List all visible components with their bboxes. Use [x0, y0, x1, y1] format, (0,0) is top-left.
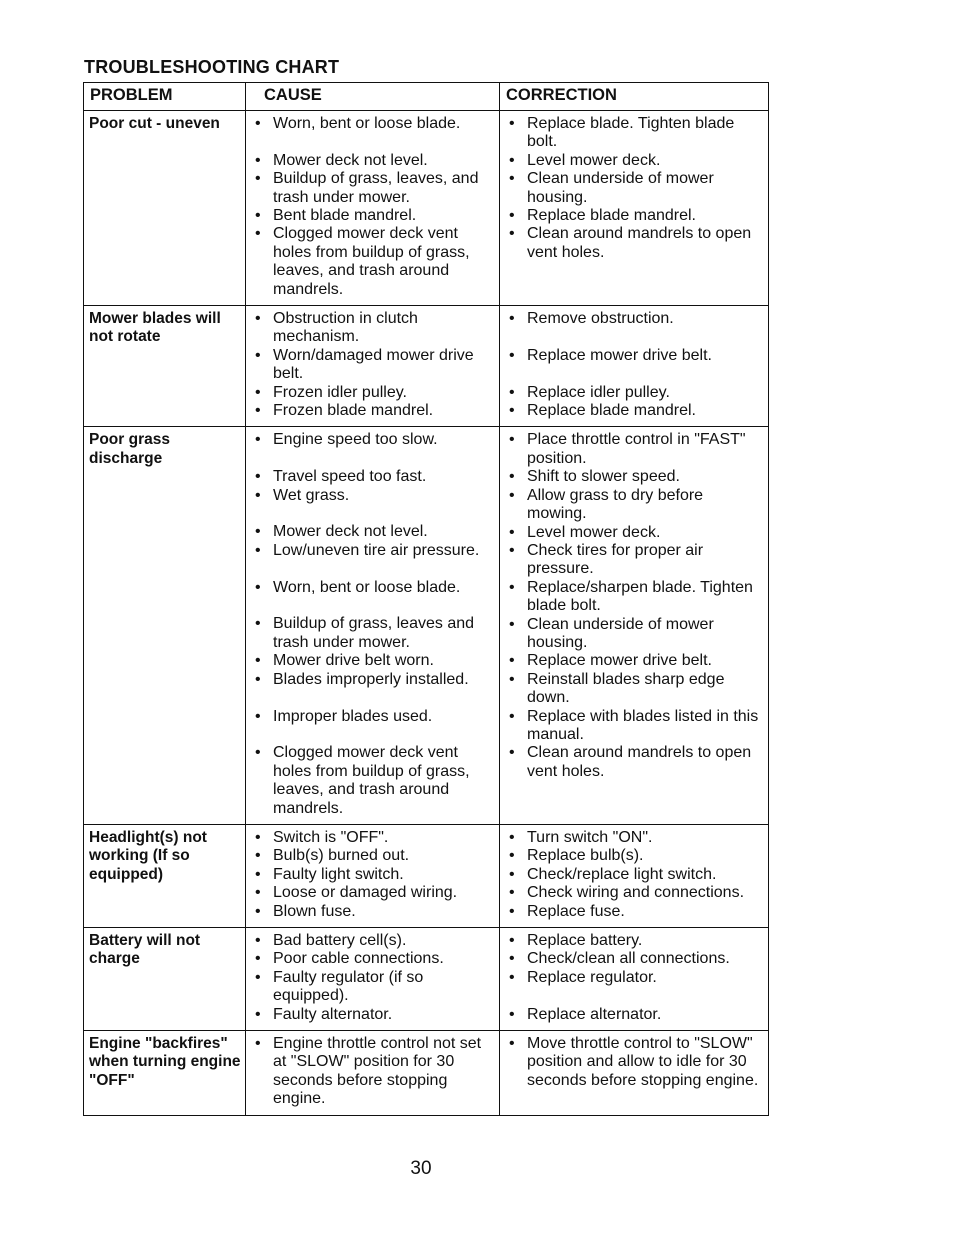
- cause-item: • Engine speed too slow.: [251, 431, 497, 449]
- correction-cell: [500, 306, 769, 427]
- table-row: [84, 306, 769, 427]
- cause-item: • Buildup of grass, leaves and trash under mower.: [251, 615, 497, 652]
- correction-item: • Shift to slower speed.: [505, 468, 766, 486]
- table-row: [84, 111, 769, 306]
- page-number: 30: [410, 1158, 432, 1179]
- cause-header: CAUSE: [246, 83, 500, 111]
- correction-item: • Level mower deck.: [505, 152, 766, 170]
- troubleshooting-table: [83, 82, 769, 1116]
- cause-item: • Faulty alternator.: [251, 1006, 497, 1024]
- correction-item: • Replace blade mandrel.: [505, 402, 766, 420]
- problem-cell: Poor cut - uneven: [84, 111, 246, 306]
- correction-item: • Replace idler pulley.: [505, 384, 766, 402]
- correction-item: • Replace mower drive belt.: [505, 652, 766, 670]
- correction-cell: [500, 111, 769, 306]
- correction-item: • Place throttle control in "FAST" position.: [505, 431, 766, 468]
- correction-item: • Replace battery.: [505, 932, 766, 950]
- cause-item: • Frozen idler pulley.: [251, 384, 497, 402]
- correction-item: • Replace alternator.: [505, 1006, 766, 1024]
- cause-item: • Low/uneven tire air pressure.: [251, 542, 497, 560]
- correction-item: • Replace fuse.: [505, 903, 766, 921]
- cause-item: • Switch is "OFF".: [251, 829, 497, 847]
- cause-item: • Buildup of grass, leaves, and trash under mower.: [251, 170, 497, 207]
- correction-item: • Level mower deck.: [505, 524, 766, 542]
- correction-item: • Clean underside of mower housing.: [505, 616, 766, 653]
- cause-cell: [246, 824, 500, 927]
- correction-item: • Clean around mandrels to open vent holes.: [505, 225, 766, 262]
- cause-cell: [246, 927, 500, 1030]
- cause-item: • Mower drive belt worn.: [251, 652, 497, 670]
- cause-item: • Faulty regulator (if so equipped).: [251, 969, 497, 1006]
- cause-item: • Engine throttle control not set at "SLOW" position for 30 seconds before stopping engine.: [251, 1035, 497, 1109]
- correction-item: • Clean around mandrels to open vent holes.: [505, 744, 766, 781]
- cause-item: • Mower deck not level.: [251, 152, 497, 170]
- cause-item: • Bent blade mandrel.: [251, 207, 497, 225]
- cause-item: • Obstruction in clutch mechanism.: [251, 310, 497, 347]
- correction-item: • Clean underside of mower housing.: [505, 170, 766, 207]
- cause-item: • Blades improperly installed.: [251, 671, 497, 689]
- cause-item: • Frozen blade mandrel.: [251, 402, 497, 420]
- cause-item: • Bulb(s) burned out.: [251, 847, 497, 865]
- table-row: [84, 427, 769, 824]
- correction-item: • Allow grass to dry before mowing.: [505, 487, 766, 524]
- cause-item: • Blown fuse.: [251, 903, 497, 921]
- correction-item: • Replace blade mandrel.: [505, 207, 766, 225]
- cause-item: • Loose or damaged wiring.: [251, 884, 497, 902]
- correction-item: • Turn switch "ON".: [505, 829, 766, 847]
- problem-cell: Engine "backfires" when turning engine "OFF": [84, 1030, 246, 1115]
- correction-item: • Replace bulb(s).: [505, 847, 766, 865]
- correction-item: • Check/replace light switch.: [505, 866, 766, 884]
- cause-item: • Poor cable connections.: [251, 950, 497, 968]
- correction-item: • Replace regulator.: [505, 969, 766, 987]
- cause-item: • Worn/damaged mower drive belt.: [251, 347, 497, 384]
- cause-cell: [246, 306, 500, 427]
- problem-cell: Battery will not charge: [84, 927, 246, 1030]
- table-row: [84, 927, 769, 1030]
- cause-item: • Bad battery cell(s).: [251, 932, 497, 950]
- correction-item: • Check/clean all connections.: [505, 950, 766, 968]
- correction-item: • Move throttle control to "SLOW" position and allow to idle for 30 seconds before stopping engine.: [505, 1035, 766, 1090]
- correction-cell: [500, 427, 769, 824]
- cause-item: • Clogged mower deck vent holes from buildup of grass, leaves, and trash around mandrels.: [251, 744, 497, 818]
- problem-cell: Poor grass discharge: [84, 427, 246, 824]
- correction-item: • Remove obstruction.: [505, 310, 766, 328]
- correction-item: • Replace with blades listed in this manual.: [505, 708, 766, 745]
- cause-item: • Clogged mower deck vent holes from buildup of grass, leaves, and trash around mandrels.: [251, 225, 497, 299]
- problem-cell: Headlight(s) not working (If so equipped): [84, 824, 246, 927]
- cause-cell: [246, 111, 500, 306]
- cause-item: • Wet grass.: [251, 487, 497, 505]
- cause-item: • Travel speed too fast.: [251, 468, 497, 486]
- problem-header: PROBLEM: [84, 83, 246, 111]
- correction-item: • Check tires for proper air pressure.: [505, 542, 766, 579]
- correction-item: • Replace mower drive belt.: [505, 347, 766, 365]
- problem-cell: Mower blades will not rotate: [84, 306, 246, 427]
- table-row: [84, 1030, 769, 1115]
- table-row: [84, 824, 769, 927]
- correction-item: • Reinstall blades sharp edge down.: [505, 671, 766, 708]
- correction-item: • Check wiring and connections.: [505, 884, 766, 902]
- correction-item: • Replace/sharpen blade. Tighten blade bolt.: [505, 579, 766, 616]
- correction-header: CORRECTION: [500, 83, 769, 111]
- table-header-row: [84, 83, 769, 111]
- correction-cell: [500, 927, 769, 1030]
- correction-cell: [500, 1030, 769, 1115]
- cause-item: • Worn, bent or loose blade.: [251, 115, 497, 133]
- cause-item: • Mower deck not level.: [251, 523, 497, 541]
- correction-item: • Replace blade. Tighten blade bolt.: [505, 115, 766, 152]
- cause-cell: [246, 427, 500, 824]
- cause-item: • Faulty light switch.: [251, 866, 497, 884]
- cause-item: • Worn, bent or loose blade.: [251, 579, 497, 597]
- page-title: TROUBLESHOOTING CHART: [84, 57, 340, 77]
- correction-cell: [500, 824, 769, 927]
- cause-cell: [246, 1030, 500, 1115]
- cause-item: • Improper blades used.: [251, 708, 497, 726]
